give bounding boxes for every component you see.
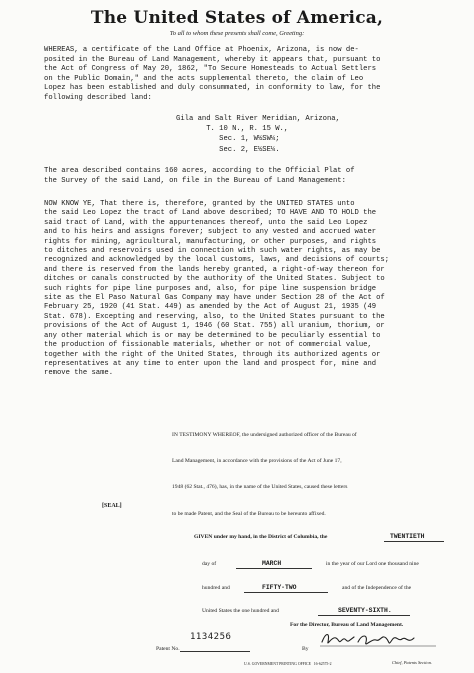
hundred-and-label: hundred and <box>202 585 230 591</box>
grant-paragraph: NOW KNOW YE, That there is, therefore, granted by the UNITED STATES unto the said Leo Lopez the tract of Land above described; TO HAVE AND TO HOLD the said tract of Land, with the appurtenances thereof, unto the said Leo Lopez and to his heirs and assigns forever; subject to any vested and accrued water rights for mining, agricultural, manufacturing, or other purposes, and rights to ditches and reservoirs used in connection with such water rights, as may be recognized and acknowledged by the local customs, laws, and decisions of courts; and there is reserved from the lands hereby granted, a right-of-way thereon for ditches or canals constructed by the authority of the United States. Subject to such rights for pipe line purposes and, also, for pipe line suspension bridge site as the El Paso Natural Gas Company may have under Section 28 of the Act of February 25, 1920 (41 Stat. 449) as amended by the Act of August 21, 1935 (49 Stat. 678). Excepting and reserving, also, to the United States pursuant to the provisions of the Act of August 1, 1946 (60 Stat. 755) all uranium, thorium, or any other material which is or may be determined to be peculiarly essential to the production of fissionable materials, whether or not of commercial value, together with the right of the United States, through its authorized agents or representatives at any time to enter upon the land and prospect for, mine and remove the same. <box>44 200 390 378</box>
printer-mark: U.S. GOVERNMENT PRINTING OFFICE 16-62575-2 <box>244 662 332 666</box>
testimony-line-1: IN TESTIMONY WHEREOF, the undersigned authorized officer of the Bureau of <box>172 432 357 438</box>
document-heading: The United States of America, <box>90 8 384 28</box>
month-value: MARCH <box>262 560 282 567</box>
independence-label: and of the Independence of the <box>342 585 412 591</box>
testimony-line-4: to be made Patent, and the Seal of the Bureau to be hereunto affixed. <box>172 511 326 517</box>
preamble-paragraph: WHEREAS, a certificate of the Land Office at Phoenix, Arizona, is now de- posited in the Bureau of Land Management, whereby it appears that, pursuant to the Act of Congress of May 20, 1862, "To Secure Homesteads to Actual Settlers on the Public Domain," and the acts supplemental thereto, the claim of Leo Lopez has been established and duly consummated, in conformity to law, for the following described land: <box>44 46 381 102</box>
year-value: FIFTY-TWO <box>262 584 297 591</box>
seal-marker: [SEAL] <box>102 503 122 509</box>
given-day-line <box>384 541 444 542</box>
day-of-label: day of <box>202 561 217 567</box>
by-label: By <box>302 646 309 652</box>
for-director-line: For the Director, Bureau of Land Management. <box>290 622 404 628</box>
testimony-line-2: Land Management, in accordance with the provisions of the Act of June 17, <box>172 458 342 464</box>
area-paragraph: The area described contains 160 acres, according to the Official Plat of the Survey of the said Land, on file in the Bureau of Land Management: <box>44 167 355 185</box>
given-day: TWENTIETH <box>390 533 425 540</box>
month-line <box>236 568 312 569</box>
in-year-label: in the year of our Lord one thousand nine <box>326 561 419 567</box>
patent-number-line <box>180 651 250 652</box>
independence-year-value: SEVENTY-SIXTH. <box>338 607 392 614</box>
us-hundred-label: United States the one hundred and <box>202 608 279 614</box>
testimony-line-3: 1948 (62 Stat., 476), has, in the name of the United States, caused these letters <box>172 484 348 490</box>
greeting-line: To all to whom these presents shall come, Greeting: <box>169 30 305 37</box>
officer-signature <box>318 628 438 650</box>
given-label: GIVEN under my hand, in the District of Columbia, the <box>194 534 328 540</box>
patent-label: Patent No. <box>156 646 180 652</box>
patent-number: 1134256 <box>190 632 232 642</box>
independence-year-line <box>318 615 410 616</box>
year-line <box>244 592 328 593</box>
legal-description: Gila and Salt River Meridian, Arizona, T. 10 N., R. 15 W., Sec. 1, W½SW¼; Sec. 2, E½SE¼. <box>176 115 340 154</box>
officer-title: Chief, Patents Section. <box>392 660 432 665</box>
